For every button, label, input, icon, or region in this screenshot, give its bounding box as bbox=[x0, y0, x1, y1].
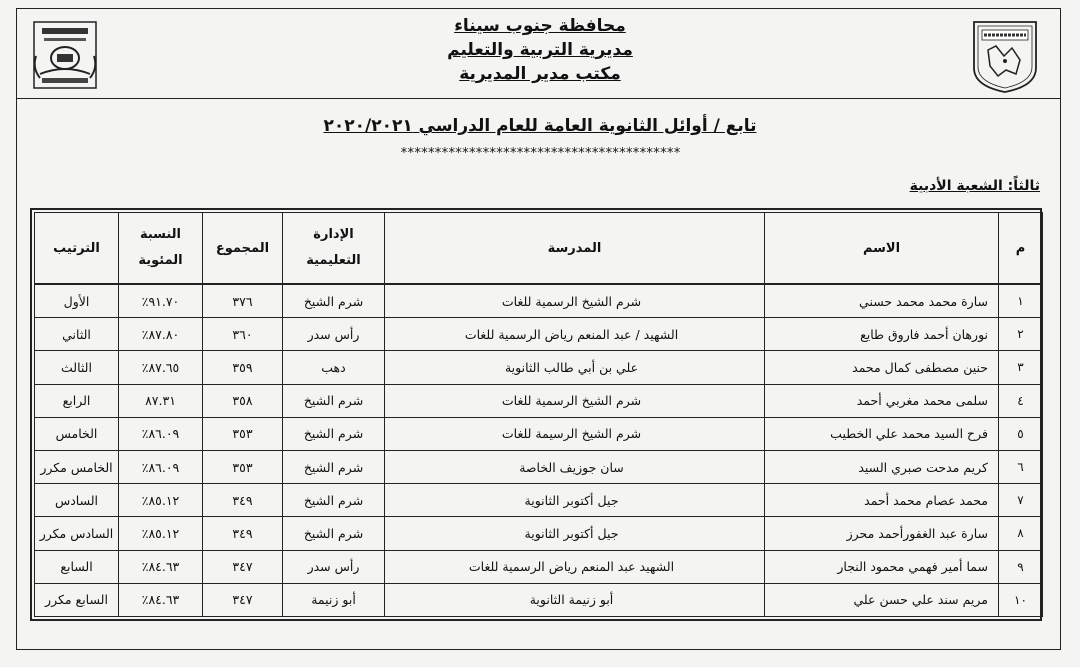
col-header-name: الاسم bbox=[765, 213, 999, 285]
cell-rank: الثاني bbox=[35, 318, 119, 351]
cell-percent: ٨٤.٦٣٪ bbox=[119, 583, 203, 616]
star-separator: ***************************************** bbox=[400, 146, 680, 161]
cell-rank: الرابع bbox=[35, 384, 119, 417]
directorate-name: مديرية التربية والتعليم bbox=[447, 40, 633, 60]
south-sinai-governorate-seal bbox=[966, 16, 1044, 94]
cell-school: أبو زنيمة الثانوية bbox=[385, 583, 765, 616]
cell-name: سلمى محمد مغربي أحمد bbox=[765, 384, 999, 417]
cell-percent: ٨٧.٣١ bbox=[119, 384, 203, 417]
cell-total: ٣٥٣ bbox=[203, 417, 283, 450]
document-title: تابع / أوائل الثانوية العامة للعام الدراسي ٢٠٢٠/٢٠٢١ bbox=[323, 116, 757, 136]
col-header-school: المدرسة bbox=[385, 213, 765, 285]
cell-name: سارة محمد محمد حسني bbox=[765, 284, 999, 318]
table-row bbox=[35, 318, 1043, 351]
table-row bbox=[35, 384, 1043, 417]
cell-total: ٣٥٩ bbox=[203, 351, 283, 384]
letterhead bbox=[380, 14, 700, 86]
section-label: ثالثاً: الشعبة الأدبية bbox=[909, 178, 1040, 194]
table-row bbox=[35, 284, 1043, 318]
cell-percent: ٨٤.٦٣٪ bbox=[119, 550, 203, 583]
cell-admin: شرم الشيخ bbox=[283, 284, 385, 318]
cell-num: ٦ bbox=[999, 450, 1043, 483]
cell-admin: شرم الشيخ bbox=[283, 384, 385, 417]
cell-total: ٣٤٩ bbox=[203, 517, 283, 550]
cell-total: ٣٤٧ bbox=[203, 550, 283, 583]
cell-percent: ٨٦.٠٩٪ bbox=[119, 450, 203, 483]
cell-num: ٩ bbox=[999, 550, 1043, 583]
governorate-name: محافظة جنوب سيناء bbox=[454, 16, 626, 36]
cell-rank: السابع مكرر bbox=[35, 583, 119, 616]
cell-school: الشهيد / عبد المنعم رياض الرسمية للغات bbox=[385, 318, 765, 351]
cell-total: ٣٤٧ bbox=[203, 583, 283, 616]
table-row bbox=[35, 550, 1043, 583]
cell-school: شرم الشيخ الرسمية للغات bbox=[385, 284, 765, 318]
cell-rank: السابع bbox=[35, 550, 119, 583]
cell-num: ٨ bbox=[999, 517, 1043, 550]
cell-name: فرح السيد محمد علي الخطيب bbox=[765, 417, 999, 450]
col-header-total: المجموع bbox=[203, 213, 283, 285]
cell-num: ٤ bbox=[999, 384, 1043, 417]
cell-total: ٣٦٠ bbox=[203, 318, 283, 351]
cell-name: حنين مصطفى كمال محمد bbox=[765, 351, 999, 384]
cell-num: ١ bbox=[999, 284, 1043, 318]
col-header-rank: الترتيب bbox=[35, 213, 119, 285]
directorate-logo bbox=[26, 16, 104, 94]
cell-school: جيل أكتوبر الثانوية bbox=[385, 517, 765, 550]
cell-num: ٥ bbox=[999, 417, 1043, 450]
table-row bbox=[35, 417, 1043, 450]
table-row bbox=[35, 351, 1043, 384]
cell-percent: ٩١.٧٠٪ bbox=[119, 284, 203, 318]
cell-total: ٣٧٦ bbox=[203, 284, 283, 318]
cell-percent: ٨٧.٦٥٪ bbox=[119, 351, 203, 384]
cell-percent: ٨٧.٨٠٪ bbox=[119, 318, 203, 351]
cell-admin: شرم الشيخ bbox=[283, 450, 385, 483]
table-row bbox=[35, 583, 1043, 616]
office-name: مكتب مدير المديرية bbox=[459, 64, 621, 84]
cell-admin: شرم الشيخ bbox=[283, 417, 385, 450]
cell-num: ١٠ bbox=[999, 583, 1043, 616]
cell-percent: ٨٥.١٢٪ bbox=[119, 484, 203, 517]
table-header-row bbox=[35, 213, 1043, 285]
table-row bbox=[35, 484, 1043, 517]
results-table-wrapper bbox=[30, 208, 1042, 621]
table-row bbox=[35, 450, 1043, 483]
cell-school: جيل أكتوبر الثانوية bbox=[385, 484, 765, 517]
table-row bbox=[35, 517, 1043, 550]
header-divider bbox=[16, 98, 1061, 99]
cell-name: كريم مدحت صبري السيد bbox=[765, 450, 999, 483]
cell-admin: شرم الشيخ bbox=[283, 484, 385, 517]
cell-admin: رأس سدر bbox=[283, 318, 385, 351]
col-header-num: م bbox=[999, 213, 1043, 285]
cell-rank: الخامس bbox=[35, 417, 119, 450]
cell-school: سان جوزيف الخاصة bbox=[385, 450, 765, 483]
cell-percent: ٨٦.٠٩٪ bbox=[119, 417, 203, 450]
cell-school: شرم الشيخ الرسيمة للغات bbox=[385, 417, 765, 450]
cell-total: ٣٤٩ bbox=[203, 484, 283, 517]
cell-percent: ٨٥.١٢٪ bbox=[119, 517, 203, 550]
cell-admin: دهب bbox=[283, 351, 385, 384]
col-header-admin: الإدارة التعليمية bbox=[283, 213, 385, 285]
cell-total: ٣٥٨ bbox=[203, 384, 283, 417]
cell-num: ٣ bbox=[999, 351, 1043, 384]
cell-school: الشهيد عبد المنعم رياض الرسمية للغات bbox=[385, 550, 765, 583]
cell-rank: الأول bbox=[35, 284, 119, 318]
cell-total: ٣٥٣ bbox=[203, 450, 283, 483]
cell-name: محمد عصام محمد أحمد bbox=[765, 484, 999, 517]
cell-name: مريم سند علي حسن علي bbox=[765, 583, 999, 616]
results-table bbox=[34, 212, 1043, 617]
cell-num: ٢ bbox=[999, 318, 1043, 351]
cell-rank: الخامس مكرر bbox=[35, 450, 119, 483]
cell-name: سارة عبد الغفورأحمد محرز bbox=[765, 517, 999, 550]
cell-rank: الثالث bbox=[35, 351, 119, 384]
cell-school: شرم الشيخ الرسمية للغات bbox=[385, 384, 765, 417]
cell-num: ٧ bbox=[999, 484, 1043, 517]
cell-rank: السادس bbox=[35, 484, 119, 517]
cell-rank: السادس مكرر bbox=[35, 517, 119, 550]
col-header-percent: النسبة المئوية bbox=[119, 213, 203, 285]
cell-name: نورهان أحمد فاروق طايع bbox=[765, 318, 999, 351]
cell-admin: أبو زنيمة bbox=[283, 583, 385, 616]
cell-name: سما أمير فهمي محمود النجار bbox=[765, 550, 999, 583]
cell-admin: شرم الشيخ bbox=[283, 517, 385, 550]
cell-admin: رأس سدر bbox=[283, 550, 385, 583]
cell-school: علي بن أبي طالب الثانوية bbox=[385, 351, 765, 384]
